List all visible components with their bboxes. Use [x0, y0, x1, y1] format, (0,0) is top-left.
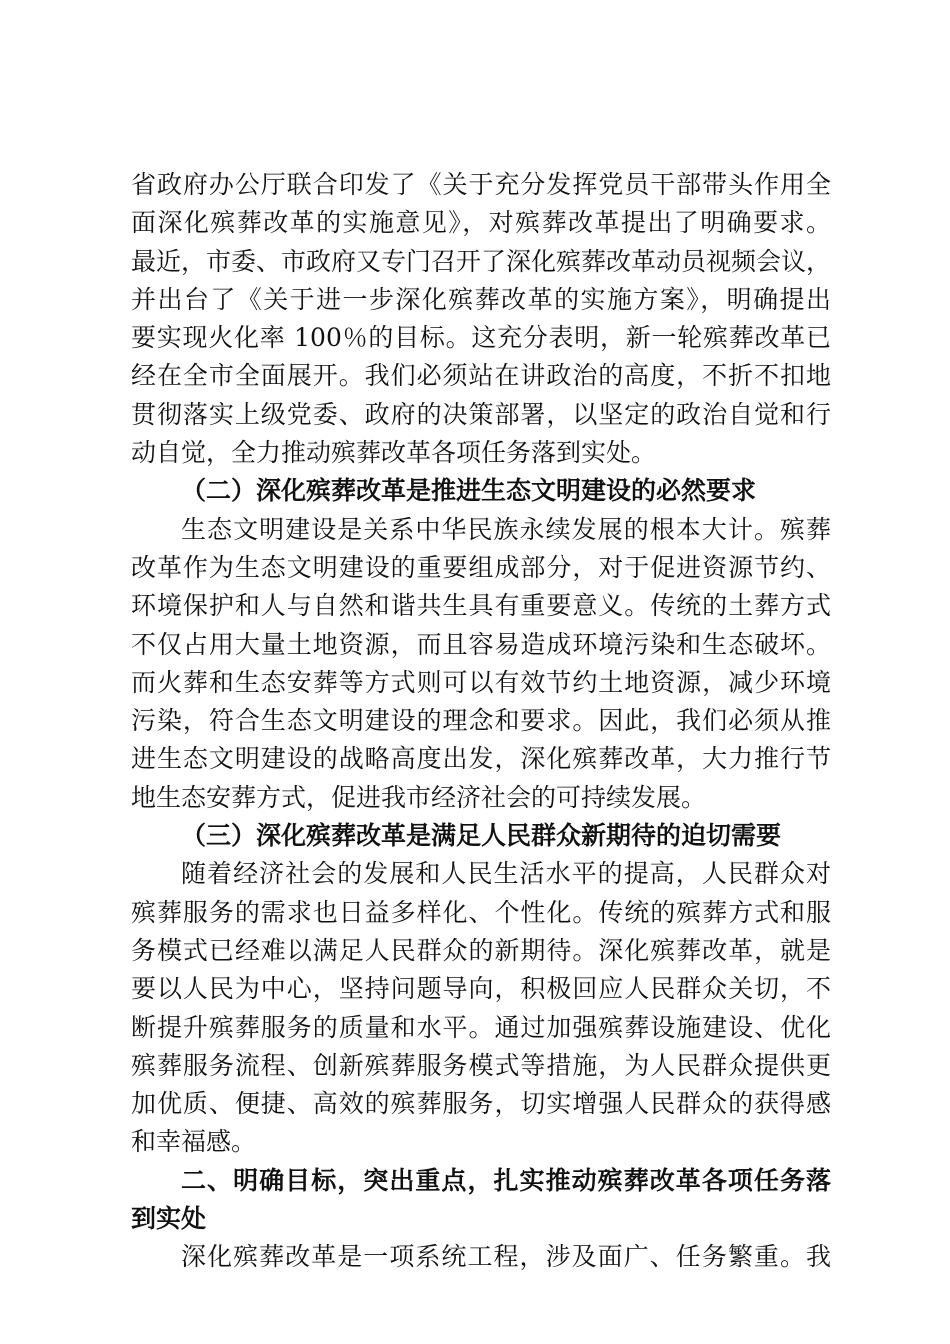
body-text — [131, 166, 831, 1277]
paragraph-line: 生态文明建设是关系中华民族永续发展的根本大计。殡葬 — [181, 514, 831, 544]
paragraph-line: 最近，市委、市政府又专门召开了深化殡葬改革动员视频会议， — [131, 246, 832, 276]
subheading: （二）深化殡葬改革是推进生态文明建设的必然要求 — [181, 476, 757, 506]
paragraph-line: 要实现火化率 100％的目标。这充分表明，新一轮殡葬改革已 — [131, 323, 831, 353]
paragraph-line: 不仅占用大量土地资源，而且容易造成环境污染和生态破坏。 — [131, 629, 831, 659]
paragraph-line: 和幸福感。 — [131, 1127, 257, 1157]
paragraph-line: 殡葬服务流程、创新殡葬服务模式等措施，为人民群众提供更 — [131, 1050, 831, 1080]
paragraph-line: 务模式已经难以满足人民群众的新期待。深化殡葬改革，就是 — [131, 935, 831, 965]
paragraph-line: 并出台了《关于进一步深化殡葬改革的实施方案》，明确提出 — [131, 284, 831, 314]
subheading: （三）深化殡葬改革是满足人民群众新期待的迫切需要 — [181, 821, 782, 851]
paragraph-line: 进生态文明建设的战略高度出发，深化殡葬改革，大力推行节 — [131, 744, 831, 774]
paragraph-line: 改革作为生态文明建设的重要组成部分，对于促进资源节约、 — [131, 552, 831, 582]
paragraph-line: 污染，符合生态文明建设的理念和要求。因此，我们必须从推 — [131, 706, 831, 736]
paragraph-line: 断提升殡葬服务的质量和水平。通过加强殡葬设施建设、优化 — [131, 1012, 831, 1042]
paragraph-line: 动自觉，全力推动殡葬改革各项任务落到实处。 — [131, 438, 657, 468]
section-heading: 二、明确目标，突出重点，扎实推动殡葬改革各项任务落 — [181, 1165, 831, 1195]
paragraph-line: 殡葬服务的需求也日益多样化、个性化。传统的殡葬方式和服 — [131, 897, 831, 927]
paragraph-line: 环境保护和人与自然和谐共生具有重要意义。传统的土葬方式 — [131, 591, 831, 621]
paragraph-line: 随着经济社会的发展和人民生活水平的提高，人民群众对 — [181, 859, 831, 889]
paragraph-line: 经在全市全面展开。我们必须站在讲政治的高度，不折不扣地 — [131, 361, 831, 391]
paragraph-line: 深化殡葬改革是一项系统工程，涉及面广、任务繁重。我 — [181, 1242, 831, 1272]
paragraph-line: 省政府办公厅联合印发了《关于充分发挥党员干部带头作用全 — [131, 170, 831, 199]
paragraph-line: 要以人民为中心，坚持问题导向，积极回应人民群众关切，不 — [131, 974, 831, 1004]
paragraph-line: 而火葬和生态安葬等方式则可以有效节约土地资源，减少环境 — [131, 667, 831, 697]
paragraph-line: 面深化殡葬改革的实施意见》，对殡葬改革提出了明确要求。 — [131, 208, 831, 238]
section-heading-continued: 到实处 — [131, 1204, 207, 1234]
paragraph-line: 加优质、便捷、高效的殡葬服务，切实增强人民群众的获得感 — [131, 1089, 831, 1119]
paragraph-line: 贯彻落实上级党委、政府的决策部署，以坚定的政治自觉和行 — [131, 399, 831, 429]
paragraph-line: 地生态安葬方式，促进我市经济社会的可持续发展。 — [131, 782, 707, 812]
